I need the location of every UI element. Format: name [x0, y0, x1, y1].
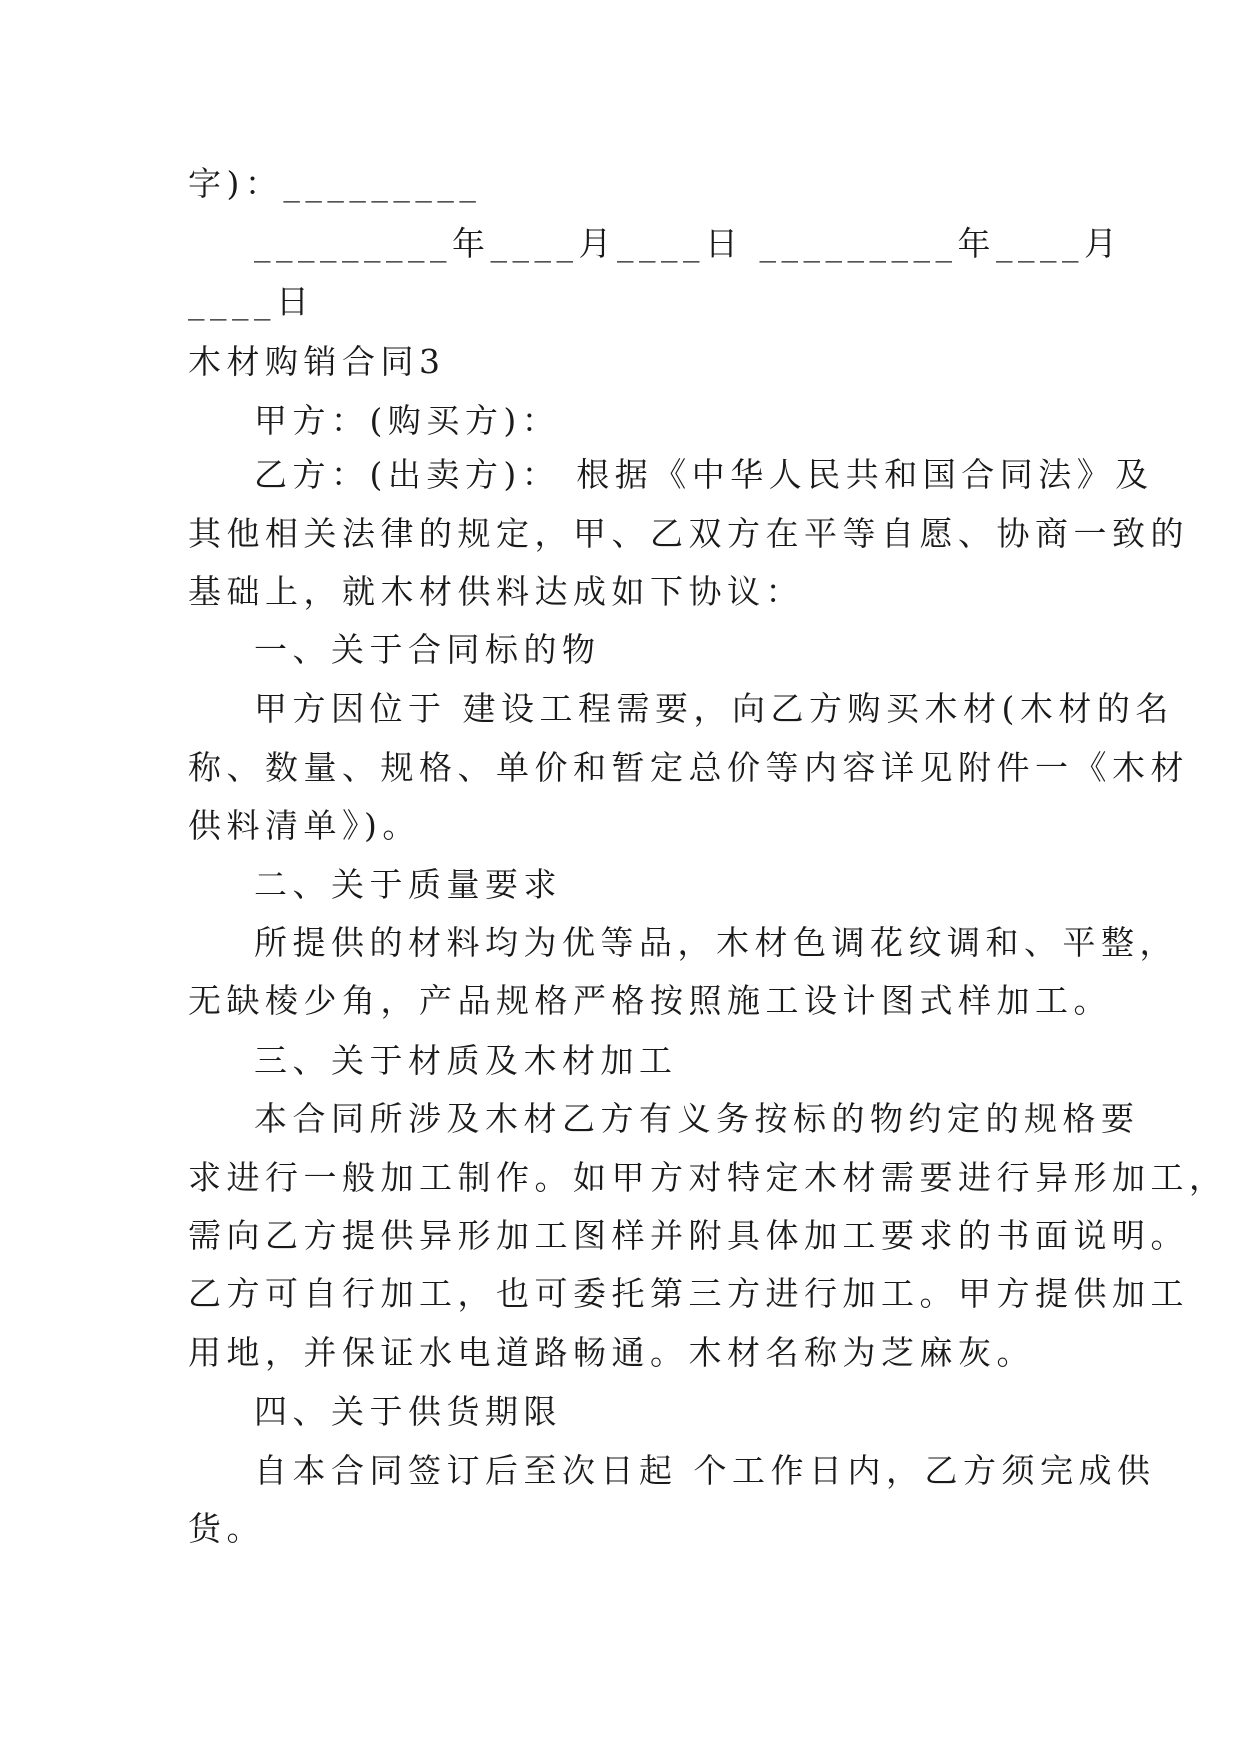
section-3-text-line: 本合同所涉及木材乙方有义务按标的物约定的规格要	[254, 1099, 1140, 1138]
preamble-line: 其他相关法律的规定，甲、乙双方在平等自愿、协商一致的	[188, 514, 1189, 553]
section-3-text-line: 求进行一般加工制作。如甲方对特定木材需要进行异形加工，	[188, 1158, 1228, 1197]
section-1-text-line: 称、数量、规格、单价和暂定总价等内容详见附件一《木材	[188, 748, 1189, 787]
section-4-text-line: 自本合同签订后至次日起 个工作日内，乙方须完成供	[254, 1451, 1156, 1490]
section-2-text-line: 无缺棱少角，产品规格严格按照施工设计图式样加工。	[188, 981, 1112, 1020]
signature-name-line: 字)：_________	[188, 164, 482, 203]
preamble-line: 基础上，就木材供料达成如下协议：	[188, 572, 804, 611]
section-3-text-line: 需向乙方提供异形加工图样并附具体加工要求的书面说明。	[188, 1216, 1189, 1255]
signature-date-line-continued: ____日	[188, 282, 315, 321]
signature-date-line: _________年____月____日 _________年____月	[254, 224, 1123, 263]
section-heading-3: 三、关于材质及木材加工	[254, 1041, 678, 1080]
section-heading-2: 二、关于质量要求	[254, 865, 562, 904]
section-3-text-line: 用地，并保证水电道路畅通。木材名称为芝麻灰。	[188, 1333, 1035, 1372]
section-1-text-line: 甲方因位于 建设工程需要，向乙方购买木材(木材的名	[254, 689, 1174, 728]
party-a-line: 甲方：(购买方)：	[254, 401, 561, 440]
section-1-text-line: 供料清单》)。	[188, 806, 421, 845]
party-b-line: 乙方：(出卖方)： 根据《中华人民共和国合同法》及	[254, 455, 1154, 494]
contract-title: 木材购销合同3	[188, 342, 446, 381]
section-heading-1: 一、关于合同标的物	[254, 630, 601, 669]
section-heading-4: 四、关于供货期限	[254, 1392, 562, 1431]
section-4-text-line: 货。	[188, 1509, 265, 1548]
section-2-text-line: 所提供的材料均为优等品，木材色调花纹调和、平整，	[254, 923, 1178, 962]
section-3-text-line: 乙方可自行加工，也可委托第三方进行加工。甲方提供加工	[188, 1274, 1189, 1313]
